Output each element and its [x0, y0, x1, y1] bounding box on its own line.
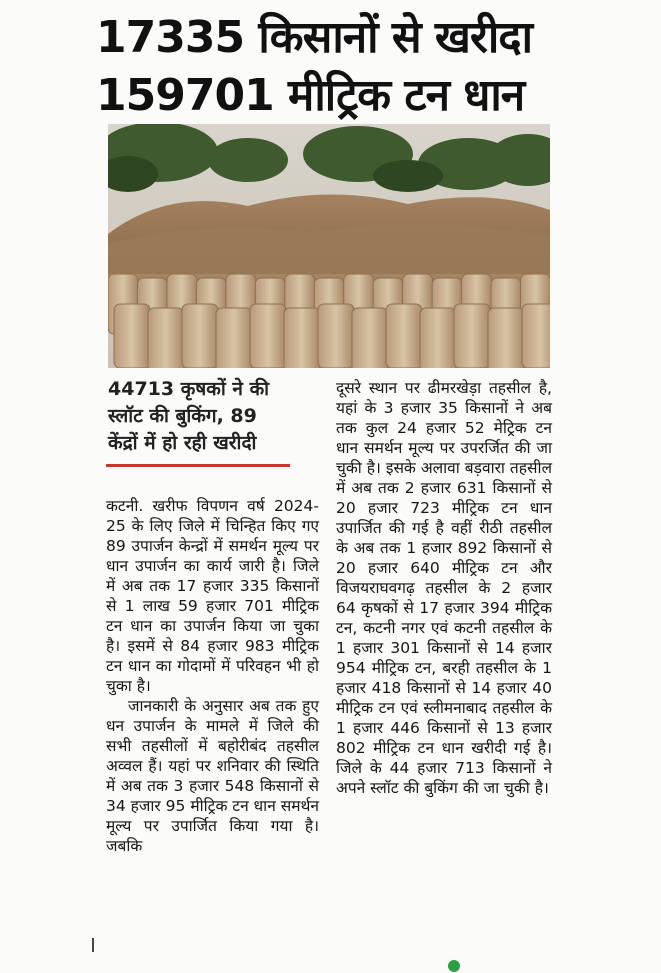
- paddy-sack: [488, 308, 524, 368]
- paddy-sack: [284, 308, 320, 368]
- paddy-sack: [216, 308, 252, 368]
- article-column-2: [336, 378, 552, 798]
- paddy-sack: [386, 304, 422, 368]
- headline-line-2: 159701 मीट्रिक टन धान: [96, 70, 525, 121]
- paddy-sack: [148, 308, 184, 368]
- paddy-sack: [114, 304, 150, 368]
- paddy-sack: [522, 304, 550, 368]
- article-paragraph-3: दूसरे स्थान पर ढीमरखेड़ा तहसील है, यहां के 3 हजार 35 किसानों ने अब तक कुल 24 हजार 52 मेट्रिक टन धान समर्थन मूल्य पर उपरर्जित की जा चुकी है। इसके अलावा बड़वारा तहसील में अब तक 2 हजार 631 किसानों से 20 हजार 723 मीट्रिक टन धान उपार्जित की गई है वहीं रीठी तहसील के अब तक 1 हजार 892 किसानों से 20 हजार 640 मीट्रिक टन और विजयराघवगढ़ तहसील के 2 हजार 64 कृषकों से 17 हजार 394 मीट्रिक टन, कटनी नगर एवं कटनी तहसील के 1 हजार 301 किसानों से 14 हजार 954 मीट्रिक टन, बरही तहसील के 1 हजार 418 किसानों से 14 हजार 40 मीट्रिक टन एवं स्लीमनाबाद तहसील के 1 हजार 446 किसानों से 13 हजार 802 मीट्रिक टन धान खरीदी गई है। जिले के 44 हजार 713 किसानों ने अपने स्लॉट की बुकिंग की जा चुकी है।: [336, 379, 552, 797]
- margin-mark: [92, 938, 94, 952]
- paddy-sack: [182, 304, 218, 368]
- photo-illustration: [108, 124, 550, 368]
- app-watermark-icon: [448, 960, 460, 972]
- paddy-sacks-photo: [108, 124, 550, 368]
- red-divider: [106, 464, 290, 467]
- headline-line-1: 17335 किसानों से खरीदा: [96, 12, 533, 63]
- article-paragraph-2: जानकारी के अनुसार अब तक हुए धन उपार्जन के मामले में जिले की सभी तहसीलों में बहोरीबंद तहसील अव्वल हैं। यहां पर शनिवार की स्थिति में अब तक 3 हजार 548 किसानों से 34 हजार 95 मीट्रिक टन धान समर्थन मूल्य पर उपार्जित किया गया है। जबकि: [106, 697, 319, 855]
- paddy-sack: [420, 308, 456, 368]
- article-column-1: [106, 496, 319, 856]
- article-paragraph-1: कटनी. खरीफ विपणन वर्ष 2024-25 के लिए जिले में चिन्हित किए गए 89 उपार्जन केन्द्रों में समर्थन मूल्य पर धान उपार्जन का कार्य जारी है। जिले में अब तक 17 हजार 335 किसानों से 1 लाख 59 हजार 701 मीट्रिक टन धान का उपार्जन किया जा चुका है। इसमें से 84 हजार 983 मीट्रिक टन धान का गोदामों में परिवहन भी हो चुका है।: [106, 497, 319, 695]
- subheadline: 44713 कृषकों ने की स्लॉट की बुकिंग, 89 केंद्रों में हो रही खरीदी: [108, 378, 270, 454]
- paddy-sack: [352, 308, 388, 368]
- paddy-sack: [454, 304, 490, 368]
- paddy-sack: [318, 304, 354, 368]
- paddy-sack: [250, 304, 286, 368]
